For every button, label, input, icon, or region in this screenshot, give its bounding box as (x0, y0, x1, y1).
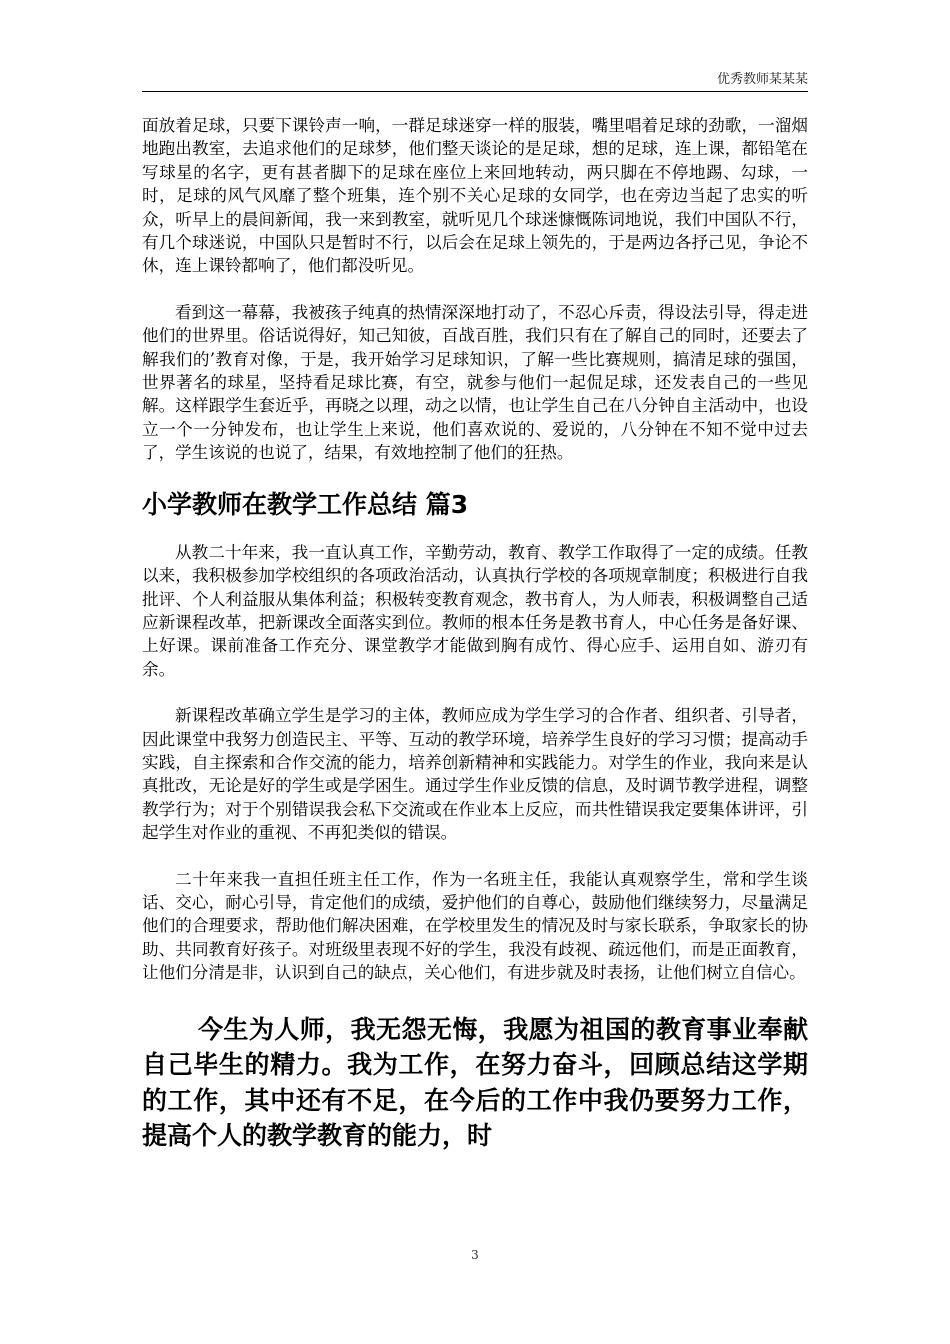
running-header: 优秀教师某某某 (716, 72, 808, 87)
paragraph: 从教二十年来，我一直认真工作，辛勤劳动，教育、教学工作取得了一定的成绩。任教以来，我积极参加学校组织的各项政治活动，认真执行学校的各项规章制度；积极进行自我批评、个人利益服从集体利益；积极转变教育观念，教书育人，为人师表，积极调整自己适应新课程改革，把新课改全面落实到位。教师的根本任务是教书育人，中心任务是备好课、上好课。课前准备工作充分、课堂教学才能做到胸有成竹、得心应手、运用自如、游刃有余。 (142, 542, 808, 679)
paragraph: 二十年来我一直担任班主任工作，作为一名班主任，我能认真观察学生，常和学生谈话、交心，耐心引导，肯定他们的成绩，爱护他们的自尊心，鼓励他们继续努力，尽量满足他们的合理要求，帮助他们解决困难，在学校里发生的情况及时与家长联系，争取家长的协助、共同教育好孩子。对班级里表现不好的学生，我没有歧视、疏远他们，而是正面教育，让他们分清是非，认识到自己的缺点，关心他们，有进步就及时表扬，让他们树立自信心。 (142, 869, 808, 983)
paragraph-continued: 面放着足球，只要下课铃声一响，一群足球迷穿一样的服装，嘴里唱着足球的劲歌，一溜烟地跑出教室，去追求他们的足球梦，他们整天谈论的是足球，想的足球，连上课，都铅笔在写球星的名字，更有甚者脚下的足球在座位上来回地转动，两只脚在不停地踢、勾球，一时，足球的风气风靡了整个班集，连个别不关心足球的女同学，也在旁边当起了忠实的听众，听早上的晨间新闻，我一来到教室，就听见几个球迷慷慨陈词地说，我们中国队不行，有几个球迷说，中国队只是暂时不行，以后会在足球上领先的，于是两边各抒己见，争论不休，连上课铃都响了，他们都没听见。 (142, 116, 808, 276)
paragraph: 看到这一幕幕，我被孩子纯真的热情深深地打动了，不忍心斥责，得设法引导，得走进他们的世界里。俗话说得好，知己知彼，百战百胜，我们只有在了解自己的同时，还要去了解我们的’教育对像，于是，我开始学习足球知识，了解一些比赛规则，搞清足球的强国，世界著名的球星，坚持看足球比赛，有空，就参与他们一起侃足球，还发表自己的一些见解。这样跟学生套近乎，再晓之以理，动之以情，也让学生自己在八分钟自主活动中，也设立一个一分钟发布，也让学生上来说，他们喜欢说的、爱说的，八分钟在不知不觉中过去了，学生该说的也说了，结果，有效地控制了他们的狂热。 (142, 302, 808, 463)
paragraph: 新课程改革确立学生是学习的主体，教师应成为学生学习的合作者、组织者、引导者，因此课堂中我努力创造民主、平等、互动的教学环境，培养学生良好的学习习惯；提高动手实践，自主探索和合作交流的能力，培养创新精神和实践能力。对学生的作业，我向来是认真批改，无论是好的学生或是学困生。通过学生作业反馈的信息，及时调节教学进程，调整教学行为；对于个别错误我会私下交流或在作业本上反应，而共性错误我定要集体讲评，引起学生对作业的重视、不再犯类似的错误。 (142, 706, 808, 843)
header-rule (142, 91, 808, 92)
page-number: 3 (471, 1248, 479, 1262)
section-heading: 小学教师在教学工作总结 篇3 (142, 489, 469, 519)
body-content (142, 114, 808, 1154)
bold-paragraph: 今生为人师，我无怨无悔，我愿为祖国的教育事业奉献自己毕生的精力。我为工作，在努力奋斗，回顾总结这学期的工作，其中还有不足，在今后的工作中我仍要努力工作，提高个人的教学教育的能力，时 (142, 1014, 808, 1151)
